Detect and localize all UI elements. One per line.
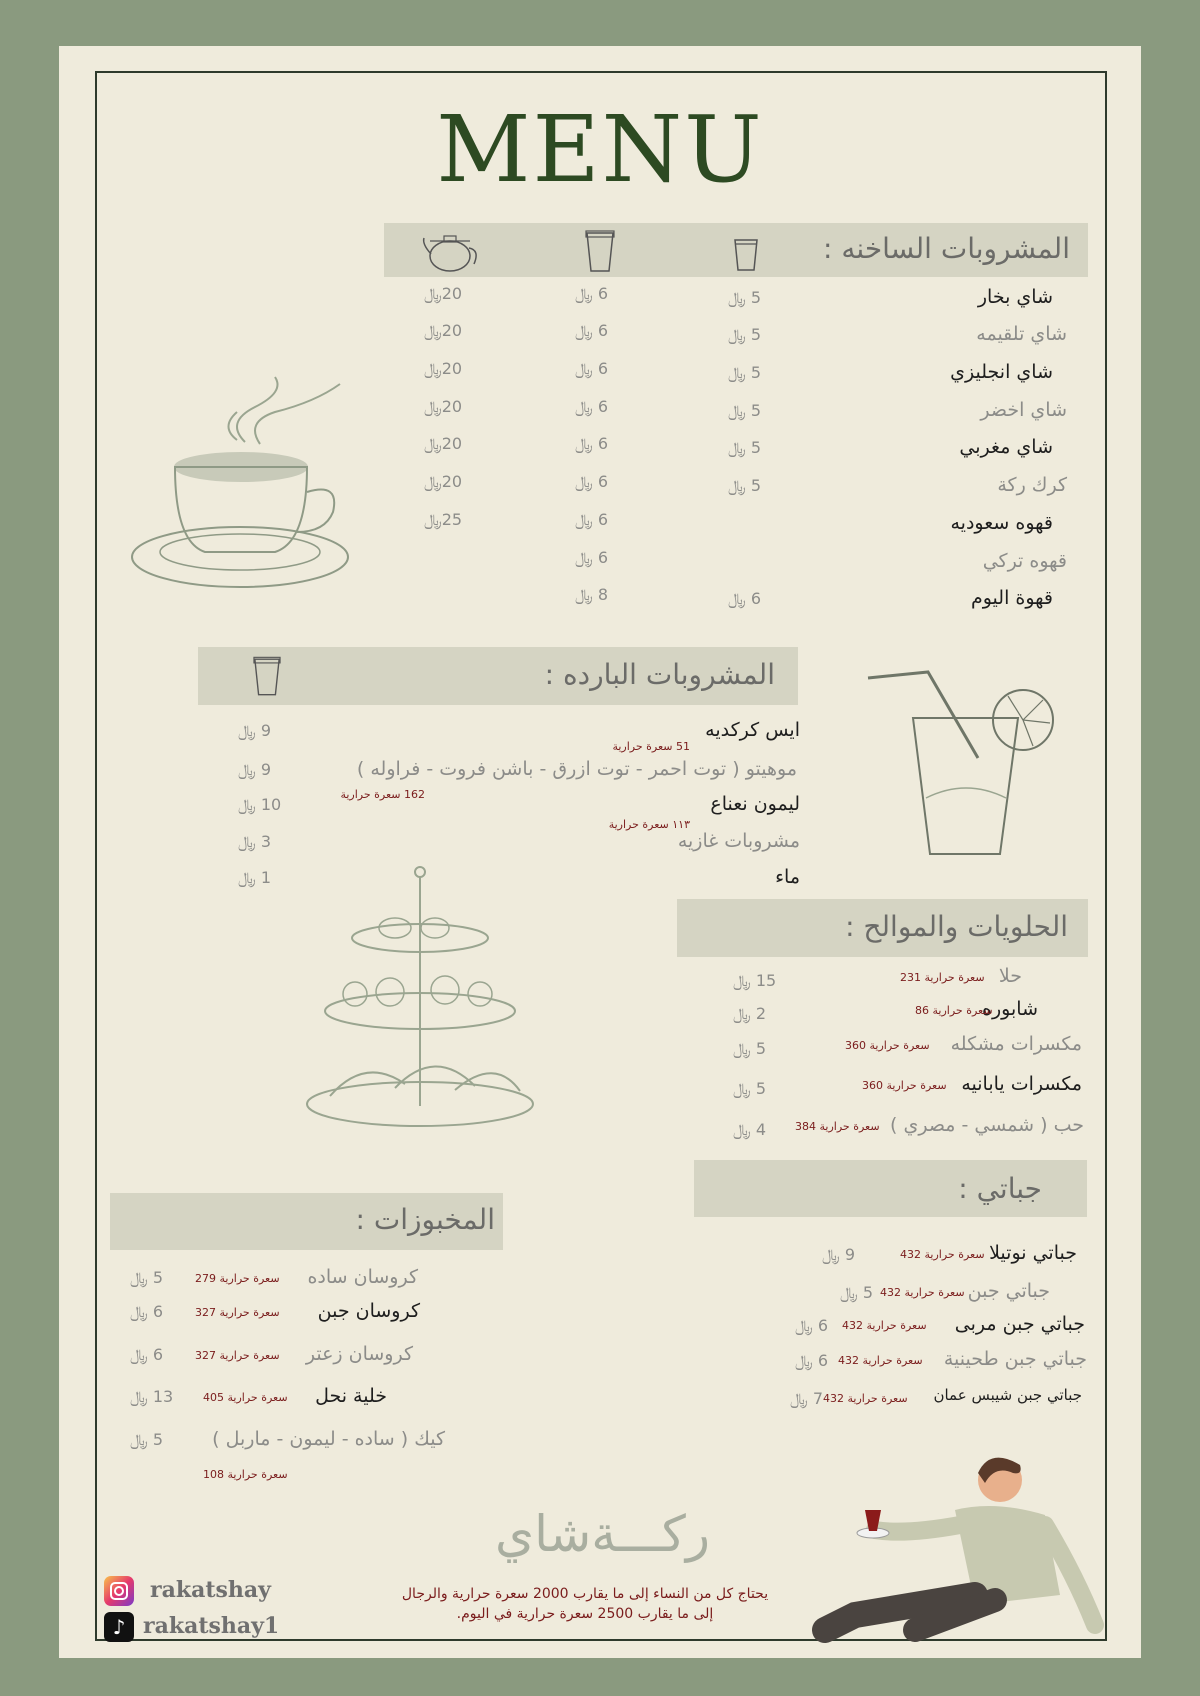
hot-item-price-pot: 20﷼ bbox=[424, 472, 463, 491]
hot-item-price-small: 6 ﷼ bbox=[728, 589, 761, 608]
hot-item-price-large: 8 ﷼ bbox=[575, 585, 608, 604]
menu-title: MENU bbox=[436, 96, 764, 203]
chapati-item-name: جباتي جبن طحينية bbox=[943, 1348, 1087, 1370]
hot-item-price-large: 6 ﷼ bbox=[575, 548, 608, 567]
bakery-item-name: كروسان ساده bbox=[307, 1266, 418, 1288]
sweet-item-calories: 86 سعرة حرارية bbox=[915, 1004, 993, 1017]
chapati-item-price: 6 ﷼ bbox=[795, 1316, 828, 1335]
sweets-title: الحلويات والموالح : bbox=[845, 910, 1068, 943]
chapati-item-name: جباتي نوتيلا bbox=[989, 1242, 1077, 1264]
hot-item-name: قهوه تركي bbox=[982, 550, 1067, 572]
hot-item-price-large: 6 ﷼ bbox=[575, 359, 608, 378]
bakery-item-price: 13 ﷼ bbox=[130, 1387, 174, 1406]
cold-item-name: ليمون نعناع bbox=[710, 793, 800, 815]
sweet-item-price: 5 ﷼ bbox=[733, 1039, 766, 1058]
bakery-item-name: كيك ( ساده - ليمون - ماربل ) bbox=[212, 1428, 445, 1450]
bakery-item-calories: 279 سعرة حرارية bbox=[195, 1272, 280, 1285]
sweet-item-name: شابوره bbox=[982, 998, 1038, 1020]
sweet-item-price: 5 ﷼ bbox=[733, 1079, 766, 1098]
bakery-item-calories: 327 سعرة حرارية bbox=[195, 1306, 280, 1319]
chapati-title: جباتي : bbox=[958, 1172, 1042, 1205]
cold-drinks-title: المشروبات البارده : bbox=[544, 658, 775, 691]
hot-item-price-pot: 25﷼ bbox=[424, 510, 463, 529]
cold-item-name: ماء bbox=[775, 866, 800, 888]
hot-drinks-title: المشروبات الساخنه : bbox=[823, 232, 1070, 265]
instagram-icon[interactable] bbox=[104, 1576, 134, 1606]
chapati-item-calories: 432 سعرة حرارية bbox=[838, 1354, 923, 1367]
sweet-item-calories: 360 سعرة حرارية bbox=[862, 1079, 947, 1092]
cold-item-calories: ١١٣ سعرة حرارية bbox=[608, 818, 690, 831]
hot-item-price-pot: 20﷼ bbox=[424, 284, 463, 303]
chapati-item-calories: 432 سعرة حرارية bbox=[842, 1319, 927, 1332]
hot-item-name: شاي مغربي bbox=[959, 436, 1053, 458]
cold-item-name: ايس كركديه bbox=[705, 719, 800, 741]
hot-item-price-pot: 20﷼ bbox=[424, 321, 463, 340]
cold-item-calories: 162 سعرة حرارية bbox=[340, 788, 425, 801]
tiktok-icon[interactable]: ♪ bbox=[104, 1612, 134, 1642]
chapati-item-calories: 432 سعرة حرارية bbox=[900, 1248, 985, 1261]
chapati-item-price: 7 ﷼ bbox=[790, 1389, 823, 1408]
cold-item-name: موهيتو ( توت احمر - توت ازرق - باشن فروت - فراوله ) bbox=[356, 758, 797, 780]
sweet-item-price: 4 ﷼ bbox=[733, 1120, 766, 1139]
man-with-tea-illustration bbox=[795, 1455, 1100, 1640]
hot-item-name: شاي اخضر bbox=[980, 399, 1067, 421]
cold-item-price: 9 ﷼ bbox=[238, 760, 271, 779]
sweet-item-name: حلا bbox=[998, 965, 1022, 987]
instagram-handle[interactable]: rakatshay bbox=[150, 1577, 271, 1603]
bakery-item-price: 6 ﷼ bbox=[130, 1302, 163, 1321]
chapati-item-price: 5 ﷼ bbox=[840, 1283, 873, 1302]
hot-item-price-small: 5 ﷼ bbox=[728, 325, 761, 344]
hot-item-name: قهوه سعوديه bbox=[950, 512, 1053, 534]
brand-logo: ركـــةشاي bbox=[495, 1505, 710, 1563]
chapati-item-price: 6 ﷼ bbox=[795, 1351, 828, 1370]
cold-item-name: مشروبات غازيه bbox=[677, 830, 800, 852]
bakery-item-calories: 405 سعرة حرارية bbox=[203, 1391, 288, 1404]
cold-item-price: 9 ﷼ bbox=[238, 721, 271, 740]
juice-glass-illustration bbox=[868, 668, 1058, 864]
chapati-item-name: جباتي جبن شيبس عمان bbox=[933, 1386, 1082, 1404]
hot-item-price-pot: 20﷼ bbox=[424, 434, 463, 453]
sweet-item-price: 2 ﷼ bbox=[733, 1004, 766, 1023]
coffee-cup-illustration bbox=[125, 372, 365, 594]
bakery-item-price: 5 ﷼ bbox=[130, 1268, 163, 1287]
chapati-item-name: جباتي جبن bbox=[967, 1280, 1050, 1302]
tiktok-handle[interactable]: rakatshay1 bbox=[143, 1613, 280, 1639]
hot-item-price-large: 6 ﷼ bbox=[575, 284, 608, 303]
sweet-item-calories: 384 سعرة حرارية bbox=[795, 1120, 880, 1133]
hot-item-name: قهوة اليوم bbox=[970, 587, 1053, 609]
hot-item-name: شاي تلقيمه bbox=[976, 323, 1067, 345]
cold-item-calories: 51 سعرة حرارية bbox=[612, 740, 690, 753]
chapati-item-calories: 432 سعرة حرارية bbox=[823, 1392, 908, 1405]
teapot-icon bbox=[420, 230, 482, 274]
cold-item-price: 1 ﷼ bbox=[238, 868, 271, 887]
bakery-item-name: خلية نحل bbox=[315, 1385, 387, 1407]
cold-item-price: 3 ﷼ bbox=[238, 832, 271, 851]
calorie-note: يحتاج كل من النساء إلى ما يقارب 2000 سعرة حرارية والرجال إلى ما يقارب 2500 سعرة حرارية في اليوم. bbox=[401, 1586, 769, 1622]
bakery-item-price: 5 ﷼ bbox=[130, 1430, 163, 1449]
large-cup-icon bbox=[585, 229, 615, 273]
hot-item-price-small: 5 ﷼ bbox=[728, 288, 761, 307]
bakery-title: المخبوزات : bbox=[355, 1203, 495, 1236]
hot-item-name: شاي بخار bbox=[977, 286, 1053, 308]
hot-item-price-small: 5 ﷼ bbox=[728, 401, 761, 420]
sweet-item-name: حب ( شمسي - مصري ) bbox=[890, 1114, 1084, 1136]
cake-stand-illustration bbox=[305, 866, 539, 1138]
hot-item-price-large: 6 ﷼ bbox=[575, 397, 608, 416]
hot-item-name: كرك ركة bbox=[997, 474, 1067, 496]
hot-item-price-large: 6 ﷼ bbox=[575, 472, 608, 491]
chapati-item-price: 9 ﷼ bbox=[822, 1245, 855, 1264]
bakery-item-calories: 108 سعرة حرارية bbox=[203, 1468, 288, 1481]
small-cup-icon bbox=[733, 236, 759, 272]
bakery-item-name: كروسان زعتر bbox=[305, 1343, 413, 1365]
sweet-item-price: 15 ﷼ bbox=[733, 971, 777, 990]
cold-item-price: 10 ﷼ bbox=[238, 795, 282, 814]
hot-item-price-large: 6 ﷼ bbox=[575, 510, 608, 529]
cold-cup-icon bbox=[253, 655, 281, 697]
hot-item-price-small: 5 ﷼ bbox=[728, 363, 761, 382]
sweet-item-name: مكسرات يابانيه bbox=[961, 1073, 1082, 1095]
bakery-item-calories: 327 سعرة حرارية bbox=[195, 1349, 280, 1362]
hot-item-price-large: 6 ﷼ bbox=[575, 434, 608, 453]
bakery-item-name: كروسان جبن bbox=[317, 1300, 420, 1322]
hot-item-name: شاي انجليزي bbox=[950, 361, 1053, 383]
bakery-item-price: 6 ﷼ bbox=[130, 1345, 163, 1364]
hot-item-price-small: 5 ﷼ bbox=[728, 476, 761, 495]
hot-item-price-pot: 20﷼ bbox=[424, 359, 463, 378]
hot-item-price-small: 5 ﷼ bbox=[728, 438, 761, 457]
hot-item-price-pot: 20﷼ bbox=[424, 397, 463, 416]
sweet-item-calories: 231 سعرة حرارية bbox=[900, 971, 985, 984]
sweet-item-calories: 360 سعرة حرارية bbox=[845, 1039, 930, 1052]
hot-item-price-large: 6 ﷼ bbox=[575, 321, 608, 340]
sweet-item-name: مكسرات مشكله bbox=[950, 1033, 1082, 1055]
chapati-item-calories: 432 سعرة حرارية bbox=[880, 1286, 965, 1299]
chapati-item-name: جباتي جبن مربى bbox=[954, 1313, 1085, 1335]
